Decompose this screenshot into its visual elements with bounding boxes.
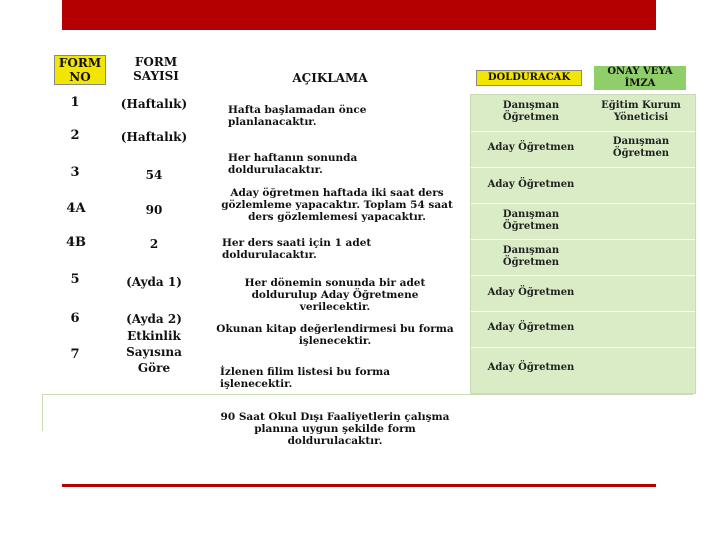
- header-filled-by: DOLDURACAK: [476, 70, 582, 86]
- filler-4a: Danışman Öğretmen: [502, 209, 560, 232]
- form-count-4b: 2: [149, 237, 159, 251]
- bottom-line-decoration: [62, 484, 656, 487]
- description-1: Hafta başlamadan önce planlanacaktır.: [228, 104, 367, 128]
- form-no-3: 3: [70, 165, 80, 180]
- form-count-1: (Haftalık): [120, 97, 188, 111]
- footer-note: 90 Saat Okul Dışı Faaliyetlerin çalışma planına uygun şekilde form doldurulacaktır.: [220, 411, 450, 447]
- header-form-count: FORM SAYISI: [133, 55, 179, 83]
- description-5: Her dönemin sonunda bir adet doldurulup Aday Öğretmene verilecektir.: [244, 277, 426, 313]
- description-3: Aday öğretmen haftada iki saat ders gözlemleme yapacaktır. Toplam 54 saat ders gözlemlemesi yapacaktır.: [221, 187, 453, 223]
- form-count-6: (Ayda 2): [126, 312, 182, 326]
- filler-6: Aday Öğretmen: [487, 322, 575, 333]
- form-count-4a: 90: [145, 203, 163, 217]
- approver-1: Eğitim Kurum Yöneticisi: [601, 100, 681, 123]
- filler-1: Danışman Öğretmen: [502, 100, 560, 123]
- form-count-5: (Ayda 1): [126, 275, 182, 289]
- header-form-no: FORM NO: [54, 55, 106, 85]
- responsibility-grid: [470, 94, 696, 394]
- description-4b: Her ders saati için 1 adet doldurulacaktır.: [222, 237, 372, 261]
- form-count-2: (Haftalık): [120, 130, 188, 144]
- filler-7: Aday Öğretmen: [487, 362, 575, 373]
- form-no-1: 1: [70, 95, 80, 110]
- form-no-4a: 4A: [66, 201, 86, 216]
- form-no-6: 6: [70, 311, 80, 326]
- form-count-7: Etkinlik Sayısına Göre: [126, 329, 182, 375]
- description-6: Okunan kitap değerlendirmesi bu forma işlenecektir.: [216, 323, 454, 347]
- title-bar-decoration: [62, 0, 656, 30]
- header-approval: ONAY VEYA İMZA: [594, 66, 686, 90]
- form-count-3: 54: [145, 168, 163, 182]
- header-description: AÇIKLAMA: [292, 71, 368, 85]
- approver-2: Danışman Öğretmen: [612, 136, 670, 159]
- filler-3: Aday Öğretmen: [487, 179, 575, 190]
- form-no-7: 7: [70, 347, 80, 362]
- filler-5: Aday Öğretmen: [487, 287, 575, 298]
- description-2: Her haftanın sonunda doldurulacaktır.: [228, 152, 358, 176]
- filler-2: Aday Öğretmen: [487, 142, 575, 153]
- form-no-4b: 4B: [65, 235, 87, 250]
- form-no-5: 5: [70, 272, 80, 287]
- filler-4b: Danışman Öğretmen: [502, 245, 560, 268]
- description-7: İzlenen filim listesi bu forma işlenecektir.: [220, 366, 391, 390]
- form-no-2: 2: [70, 128, 80, 143]
